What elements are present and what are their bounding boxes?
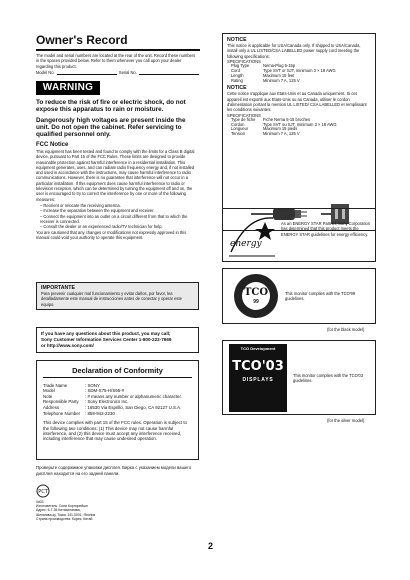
notice-us-spec-title: SPECIFICATIONS xyxy=(227,58,261,64)
tco99-logo-text: TCO xyxy=(243,287,269,298)
owners-record-title: Owner's Record xyxy=(36,33,128,47)
tco99-text: This monitor complies with the TCO'99 guidelines. xyxy=(285,291,356,302)
owners-record-body xyxy=(36,53,199,75)
list-item: – Reorient or relocate the receiving antenna. xyxy=(40,203,121,209)
russian-text: Проверьте содержимое упаковки дисплея. Бирка с указанием модели вашего дисплея находится на его задней панели. xyxy=(36,465,192,476)
energy-star-box xyxy=(222,208,376,262)
tco03-logo-main: TCO'03 xyxy=(232,359,284,374)
notice-us-text: This notice is applicable for USA/Canada only. If shipped to USA/Canada, install only a UL LISTED/CSA LABELLED power supply cord meeting the following specifications: xyxy=(227,43,361,59)
tco03-logo xyxy=(229,344,287,412)
notice-us-title: NOTICE xyxy=(227,37,247,43)
spec-value: Minimum 7 A, 125 V xyxy=(263,77,300,83)
title-rule xyxy=(36,49,200,51)
fcc-measures-list xyxy=(36,203,199,229)
tco03-logo-sub: DISPLAYS xyxy=(242,377,274,383)
model-label: Model No. xyxy=(36,70,55,76)
declaration-key: Address xyxy=(43,404,60,410)
fcc-text-2: You are cautioned that any changes or modifications not expressly approved in this manual could void your authority to operate this equipment. xyxy=(36,229,187,240)
russian-maker-line: Изготовитель: Сони Корпорейшн xyxy=(36,504,88,509)
russian-maker-line: 0d03 xyxy=(36,500,44,504)
declaration-value: : 16530 Via Esprillo, San Diego, CA 92127 U.S.A. xyxy=(85,404,182,410)
energy-star-text: As an ENERGY STAR Partner, Sony Corporation has determined that this product meets the ENERGY STAR guidelines for energy efficiency. xyxy=(281,221,371,237)
tco03-text: This monitor complies with the TCO'03 guidelines. xyxy=(293,373,364,384)
tco03-box xyxy=(222,340,376,415)
declaration-value: : SDM-S75-H/S95-# xyxy=(85,388,125,394)
sony-info-line-1: If you have any questions about this product, you may call; xyxy=(41,331,171,336)
spec-key: Length xyxy=(231,72,244,78)
spec-value: Minimum 7 A, 125 V xyxy=(263,131,300,137)
spec-value: Maximum 15 feet xyxy=(263,72,295,78)
russian-maker-line: Адрес: 6-7-35 Китасинагава, xyxy=(36,508,81,513)
spec-key: Type de fiche xyxy=(231,116,256,122)
serial-label: Serial No. xyxy=(118,70,137,76)
importante-text: Para prevenir cualquier mal funcionamiento y evitar daños, por favor, lea detalladamente este manual de instrucciones antes de conectar y operar este equipo. xyxy=(41,291,182,307)
warning-fire-text: To reduce the risk of fire or electric shock, do not expose this apparatus to rain or moisture. xyxy=(36,99,186,114)
model-serial-line xyxy=(36,70,199,75)
spec-key: Cord xyxy=(231,67,240,73)
svg-text:energy: energy xyxy=(230,239,262,249)
svg-text:PCT: PCT xyxy=(38,489,48,495)
declaration-title-rule xyxy=(43,377,192,378)
warning-section xyxy=(36,99,199,141)
spec-value: Maximum 15 pieds xyxy=(263,126,298,132)
tco99-logo-icon xyxy=(233,273,279,319)
spec-key: Plug Type xyxy=(231,63,250,69)
notice-fr-spec-title: SPECIFICATIONS xyxy=(227,112,261,118)
page-number: 2 xyxy=(208,541,214,551)
declaration-value: : SONY xyxy=(85,382,100,388)
importante-title: IMPORTANTE xyxy=(41,285,75,291)
list-item: – Consult the dealer or an experienced radio/TV technician for help. xyxy=(40,224,163,230)
warning-badge: WARNING xyxy=(36,81,100,95)
declaration-key: Model xyxy=(43,388,55,394)
spec-value: Fiche Nema 5-15 broches xyxy=(263,116,311,122)
declaration-key: Responsible Party xyxy=(43,399,79,405)
russian-maker-line: Страна производства: Корея, Китай xyxy=(36,516,93,521)
declaration-text: This device complies with part 15 of the FCC rules. Operation is subject to the following two conditions: (1) This device may not cause harmful interference, and (2) this device must accept any interference received, including interference that may cause undesired operation. xyxy=(43,420,187,442)
warning-voltage-text: Dangerously high voltages are present inside the unit. Do not open the cabinet. Refer servicing to qualified personnel only. xyxy=(36,116,186,139)
declaration-box xyxy=(36,360,199,460)
declaration-table xyxy=(43,383,192,417)
spec-key: Cordon xyxy=(231,121,245,127)
list-item: – Connect the equipment into an outlet on a circuit different from that to which the receiver is connected. xyxy=(40,213,188,225)
declaration-key: Note xyxy=(43,393,53,399)
fcc-notice xyxy=(36,142,199,241)
sony-info-box xyxy=(36,327,199,353)
notice-us-specs xyxy=(227,64,371,83)
tco99-box xyxy=(222,268,376,324)
owners-record-text: The model and serial numbers are located at the rear of the unit. Record these numbers in the spaces provided below. Refer to them whenever you call upon your dealer regarding this product. xyxy=(36,53,196,69)
fcc-title: FCC Notice xyxy=(36,142,69,148)
russian-maker-info xyxy=(36,500,156,521)
spec-key: Longueur xyxy=(231,126,249,132)
tco99-caption: (for the black model) xyxy=(327,327,365,332)
spec-value: Nema-Plug 5-15p xyxy=(263,63,296,69)
importante-box xyxy=(36,282,199,310)
declaration-title: Declaration of Conformity xyxy=(72,366,163,375)
energy-star-logo-icon xyxy=(227,212,277,260)
declaration-value: : # means any number or alphanumeric character. xyxy=(85,393,182,399)
notice-fr-text: Cette notice s'applique aux Etats-Unis et au Canada uniquement. Si cet appareil est exporté aux Etats-Unis ou au Canada, utiliser le cordon d'alimentation portant la mention UL LISTED/ CSA LABELLED et remplissant les conditions suivantes: xyxy=(227,91,367,113)
tco03-caption: (for the silver model) xyxy=(327,418,365,423)
spec-key: Rating xyxy=(231,77,243,83)
spec-key: Tension xyxy=(231,131,246,137)
declaration-value: : Sony Electronics Inc. xyxy=(85,399,129,405)
russian-maker-line: Шинагава-ку, Токио 141-0001, Япония xyxy=(36,512,96,517)
fcc-text-1: This equipment has been tested and found to comply with the limits for a Class B digital device, pursuant to Part 15 of the FCC Rules. These limits are designed to provide reasonable protection against harmful interference in a residential installation. This equipment generates, uses, and can radiate radio frequency energy and, if not installed and used in accordance with the instructions, may cause harmful interference to radio communications. However, there is no guarantee that interference will not occur in a particular installation. If this equipment does cause harmful interference to radio or television reception, which can be determined by turning the equipment off and on, the user is encouraged to try to correct the interference by one or more of the following measures: xyxy=(36,149,195,202)
serial-blank xyxy=(139,70,199,75)
declaration-value: : 858-942-2230 xyxy=(85,410,115,416)
sony-info-line-2: Sony Customer Information Services Center 1-800-222-7669 xyxy=(41,336,172,342)
spec-value: Type SVT or SJT, minimum 3 × 18 AWG xyxy=(263,67,336,73)
owners-record-section xyxy=(36,33,199,47)
tco03-logo-top: TCO Development xyxy=(240,346,276,351)
list-item: – Increase the separation between the equipment and receiver. xyxy=(40,208,155,214)
spec-value: Type SVT ou SJT, minimum 3 × 18 AWG xyxy=(263,121,337,127)
declaration-key: Trade Name xyxy=(43,382,68,388)
notice-box xyxy=(222,33,376,231)
notice-fr-title: NOTICE xyxy=(227,85,247,92)
pct-mark-icon xyxy=(36,484,50,498)
notice-fr-specs xyxy=(227,118,371,137)
sony-info-line-3: or http://www.sony.com/ xyxy=(41,342,94,348)
declaration-key: Telephone Number xyxy=(43,410,81,416)
model-blank xyxy=(57,70,117,75)
tco99-logo-sub: 99 xyxy=(253,299,259,305)
